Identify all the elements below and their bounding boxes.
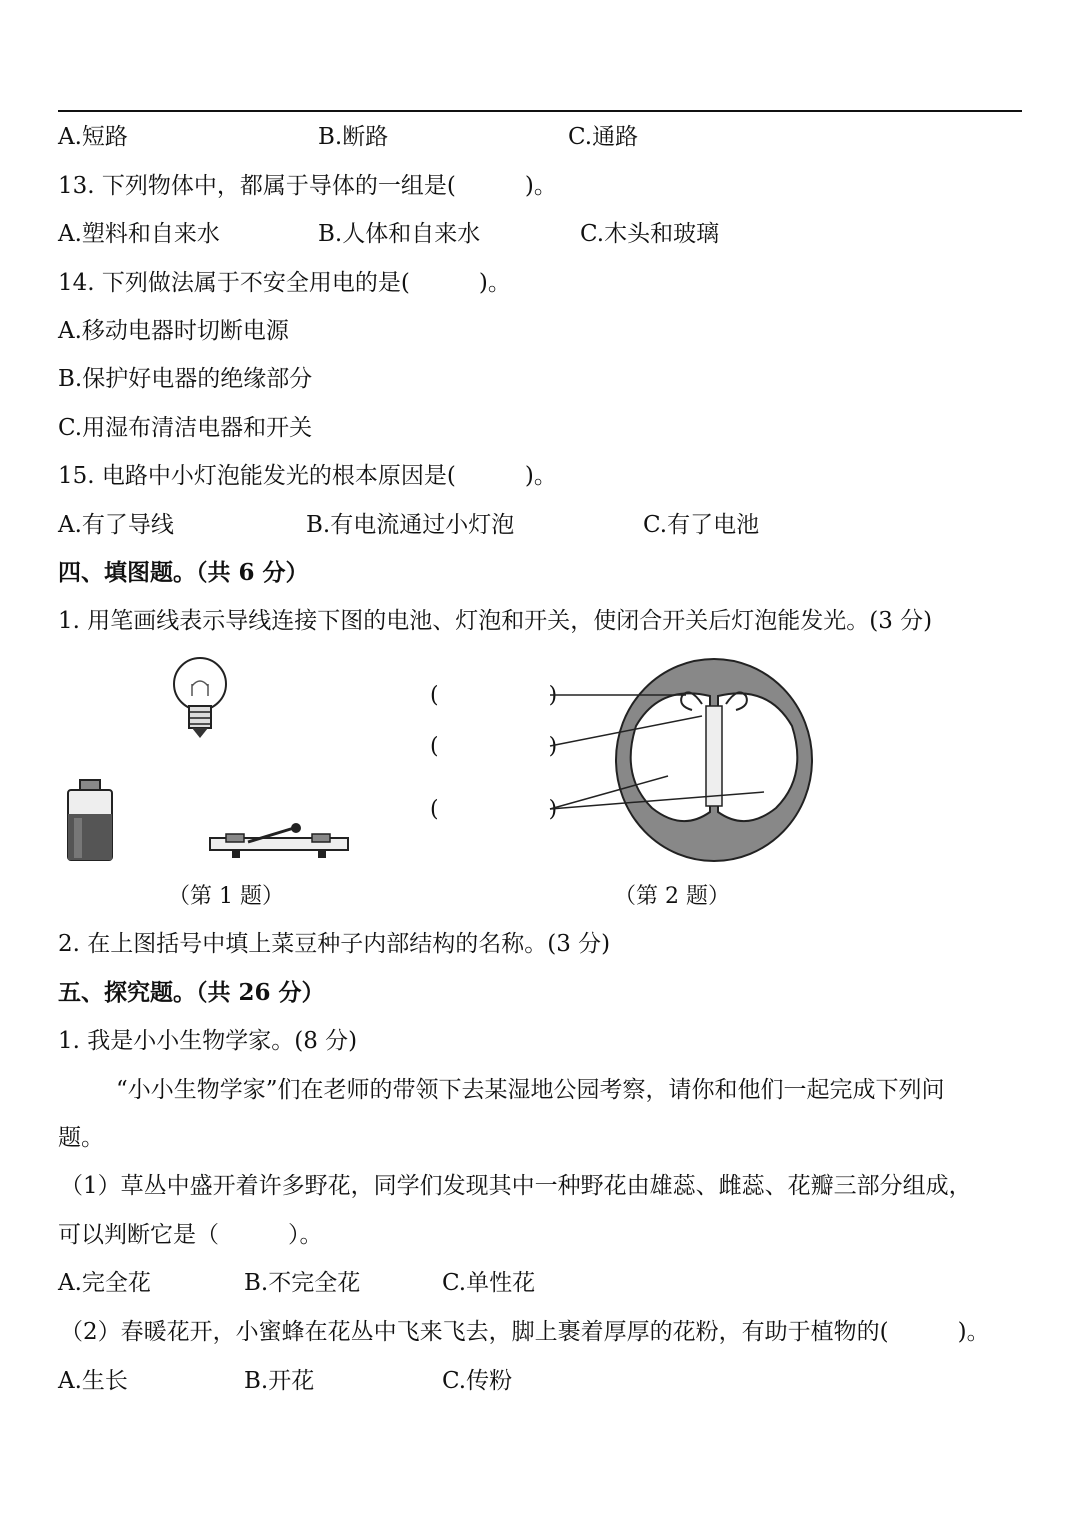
q15-stem: 15. 电路中小灯泡能发光的根本原因是( )。: [58, 463, 557, 489]
sub2-option-b: B.开花: [244, 1368, 315, 1394]
section5-intro-line1: “小小生物学家”们在老师的带领下去某湿地公园考察，请你和他们一起完成下列问: [116, 1077, 945, 1103]
section4-q1: 1. 用笔画线表示导线连接下图的电池、灯泡和开关，使闭合开关后灯泡能发光。(3 分): [58, 608, 933, 634]
q15-option-b: B.有电流通过小灯泡: [306, 512, 515, 538]
section4-heading: 四、填图题。（共 6 分）: [58, 559, 309, 586]
q14-option-b: B.保护好电器的绝缘部分: [58, 366, 313, 392]
q14-stem: 14. 下列做法属于不安全用电的是( )。: [58, 270, 511, 296]
sub1-option-b: B.不完全花: [244, 1270, 361, 1296]
q13-option-a: A.塑料和自来水: [58, 221, 220, 247]
q13-option-b: B.人体和自来水: [318, 221, 481, 247]
blank-paren-1[interactable]: ( ): [430, 683, 558, 708]
switch-icon: [208, 826, 350, 862]
q13-stem: 13. 下列物体中，都属于导体的一组是( )。: [58, 173, 557, 199]
figure1-caption: （第 1 题）: [168, 884, 284, 909]
q12-option-a: A.短路: [58, 124, 128, 150]
q13-option-c: C.木头和玻璃: [580, 221, 720, 247]
light-bulb-icon: [170, 656, 230, 742]
blank-paren-2[interactable]: ( ): [430, 734, 558, 759]
sub2-option-a: A.生长: [58, 1368, 128, 1394]
sub1-option-c: C.单性花: [442, 1270, 536, 1296]
header-rule: [58, 110, 1022, 112]
sub1-option-a: A.完全花: [58, 1270, 151, 1296]
section5-intro-line2: 题。: [58, 1125, 104, 1151]
section5-sub2-line1: （2）春暖花开，小蜜蜂在花丛中飞来飞去，脚上裹着厚厚的花粉，有助于植物的( )。: [60, 1319, 990, 1345]
section5-heading: 五、探究题。（共 26 分）: [58, 979, 325, 1006]
sub2-option-c: C.传粉: [442, 1368, 513, 1394]
q14-option-a: A.移动电器时切断电源: [58, 318, 289, 344]
section5-q1-title: 1. 我是小小生物学家。(8 分): [58, 1028, 358, 1054]
bean-seed-diagram: [550, 656, 810, 866]
section5-sub1-line1: （1）草丛中盛开着许多野花，同学们发现其中一种野花由雄蕊、雌蕊、花瓣三部分组成，: [60, 1173, 972, 1199]
battery-icon: [64, 778, 116, 864]
q14-option-c: C.用湿布清洁电器和开关: [58, 415, 313, 441]
q15-option-a: A.有了导线: [58, 512, 174, 538]
q12-option-c: C.通路: [568, 124, 639, 150]
q12-option-b: B.断路: [318, 124, 389, 150]
section5-sub1-line2: 可以判断它是（ ）。: [58, 1222, 323, 1248]
blank-paren-3[interactable]: ( ): [430, 797, 558, 822]
section4-q2: 2. 在上图括号中填上菜豆种子内部结构的名称。(3 分): [58, 931, 611, 957]
q15-option-c: C.有了电池: [643, 512, 760, 538]
figure2-caption: （第 2 题）: [614, 884, 730, 909]
